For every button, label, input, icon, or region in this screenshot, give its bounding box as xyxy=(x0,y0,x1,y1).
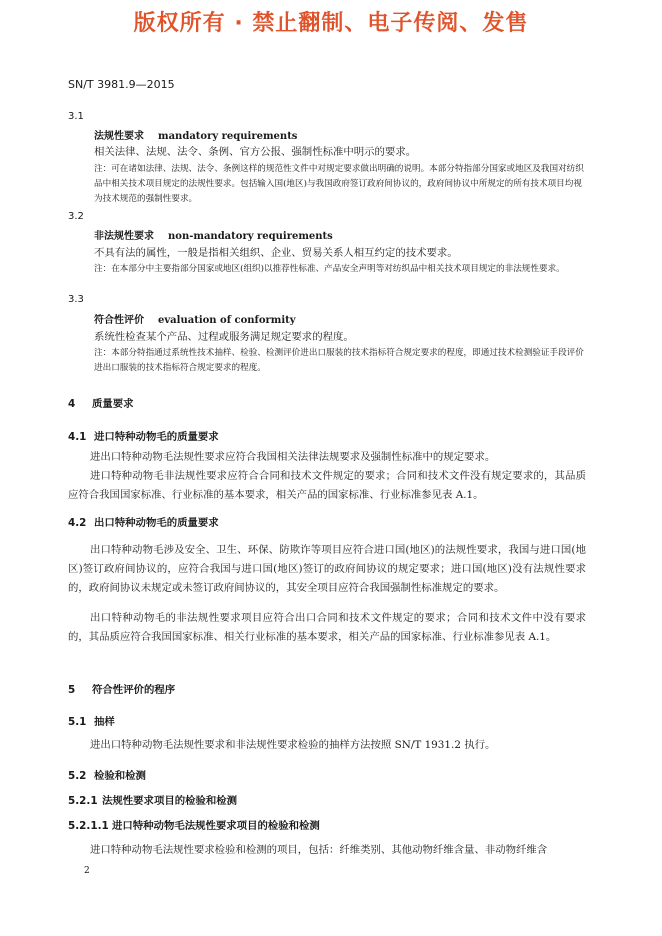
subsection-heading xyxy=(68,713,115,728)
standard-number: SN/T 3981.9—2015 xyxy=(68,78,175,91)
term-number: 3.2 xyxy=(68,211,84,222)
subsection-title: 抽样 xyxy=(94,716,115,728)
paragraph: 进口特种动物毛法规性要求检验和检测的项目，包括：纤维类别、其他动物纤维含量、非动物纤维含 xyxy=(90,844,548,856)
term-chinese: 法规性要求 xyxy=(94,131,144,142)
subsection-title: 进口特种动物毛的质量要求 xyxy=(94,431,219,443)
page-number: 2 xyxy=(84,866,90,876)
term-number: 3.3 xyxy=(68,294,84,305)
subsection-heading xyxy=(68,817,320,832)
section-heading xyxy=(68,681,175,696)
term-note: 注：本部分特指通过系统性技术抽样、检验、检测评价进出口服装的技术指标符合规定要求的程度，即通过技术检测验证手段评价进出口服装的技术指标符合规定要求的程度。 xyxy=(94,348,584,373)
term-english: evaluation of conformity xyxy=(158,315,296,326)
term-heading xyxy=(94,311,296,326)
term-chinese: 非法规性要求 xyxy=(94,231,154,242)
subsection-number: 5.2.1 xyxy=(68,795,98,807)
subsection-number: 5.2 xyxy=(68,770,87,782)
subsection-title: 进口特种动物毛法规性要求项目的检验和检测 xyxy=(112,820,320,832)
paragraph: 出口特种动物毛涉及安全、卫生、环保、防欺诈等项目应符合进口国(地区)的法规性要求，我国与进口国(地区)签订政府间协议的，应符合我国与进口国(地区)签订的政府间协议的规定要求；进口国(地区)没有法规性要求的，政府间协议未规定或未签订政府间协议的，其安全项目应符合我国强制性标准规定的要求。 xyxy=(68,544,586,594)
paragraph: 进出口特种动物毛法规性要求应符合我国相关法律法规要求及强制性标准中的规定要求。 xyxy=(90,451,496,463)
copyright-watermark: 版权所有 · 禁止翻制、电子传阅、发售 xyxy=(133,11,529,36)
section-title: 质量要求 xyxy=(92,398,134,410)
term-heading xyxy=(94,227,333,242)
subsection-number: 5.2.1.1 xyxy=(68,820,109,832)
term-english: non-mandatory requirements xyxy=(168,231,333,242)
term-english: mandatory requirements xyxy=(158,131,298,142)
section-heading xyxy=(68,395,134,410)
term-note: 注：在本部分中主要指部分国家或地区(组织)以推荐性标准、产品安全声明等对纺织品中相关技术项目规定的非法规性要求。 xyxy=(94,264,565,274)
term-chinese: 符合性评价 xyxy=(94,315,144,326)
subsection-number: 4.2 xyxy=(68,517,87,529)
paragraph: 进出口特种动物毛法规性要求和非法规性要求检验的抽样方法按照 SN/T 1931.2 执行。 xyxy=(90,739,496,751)
subsection-number: 5.1 xyxy=(68,716,87,728)
term-definition: 不具有法的属性，一般是指相关组织、企业、贸易关系人相互约定的技术要求。 xyxy=(94,247,458,259)
term-number: 3.1 xyxy=(68,111,84,122)
subsection-heading xyxy=(68,428,219,443)
subsection-heading xyxy=(68,514,219,529)
subsection-title: 检验和检测 xyxy=(94,770,146,782)
subsection-title: 出口特种动物毛的质量要求 xyxy=(94,517,219,529)
term-definition: 相关法律、法规、法令、条例、官方公报、强制性标准中明示的要求。 xyxy=(94,146,417,158)
paragraph: 出口特种动物毛的非法规性要求项目应符合出口合同和技术文件规定的要求；合同和技术文件中没有要求的，其品质应符合我国国家标准、相关行业标准的基本要求，相关产品的国家标准、行业标准参见表 A.1。 xyxy=(68,612,586,643)
section-number: 4 xyxy=(68,398,76,410)
subsection-title: 法规性要求项目的检验和检测 xyxy=(102,795,238,807)
term-heading xyxy=(94,127,297,142)
subsection-number: 4.1 xyxy=(68,431,87,443)
subsection-heading xyxy=(68,792,237,807)
term-definition: 系统性检查某个产品、过程或服务满足规定要求的程度。 xyxy=(94,331,354,343)
subsection-heading xyxy=(68,767,146,782)
term-note: 注：可在诸如法律、法规、法令、条例这样的规范性文件中对规定要求做出明确的说明。本部分特指部分国家或地区及我国对纺织品中相关技术项目规定的法规性要求。包括输入国(地区)与我国政府签订政府间协议的，政府间协议中所规定的所有技术项目均视为技术规范的强制性要求。 xyxy=(94,164,584,204)
section-number: 5 xyxy=(68,684,76,696)
paragraph: 进口特种动物毛非法规性要求应符合合同和技术文件规定的要求；合同和技术文件没有规定要求的，其品质应符合我国国家标准、行业标准的基本要求，相关产品的国家标准、行业标准参见表 A.1。 xyxy=(68,470,586,501)
section-title: 符合性评价的程序 xyxy=(92,684,176,696)
